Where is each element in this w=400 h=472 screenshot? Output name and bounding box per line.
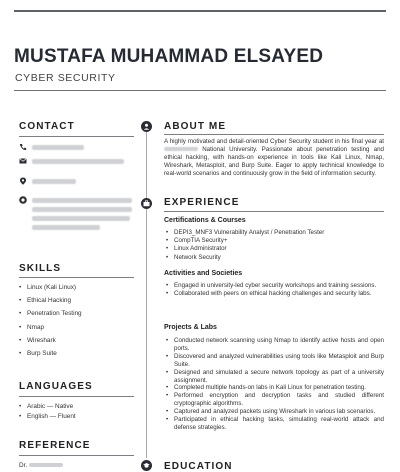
certification-item: • CompTIA Security+	[164, 237, 384, 245]
education-heading: EDUCATION	[164, 461, 233, 472]
header-divider	[14, 90, 386, 91]
activity-item: • Engaged in university-led cyber security workshops and training sessions.	[164, 282, 384, 290]
certification-item: • Linux Administrator	[164, 245, 384, 253]
certifications-list	[164, 229, 384, 262]
skill-item: • Burp Suite	[19, 347, 82, 360]
education-marker	[141, 460, 152, 471]
mail-icon	[19, 157, 27, 165]
skill-item: • Linux (Kali Linux)	[19, 281, 82, 294]
activities-list	[164, 282, 384, 298]
skill-item: • Penetration Testing	[19, 307, 82, 320]
graduation-cap-icon	[143, 462, 150, 469]
activities-title: Activities and Societies	[164, 270, 243, 277]
about-text	[164, 138, 384, 178]
skills-heading: SKILLS	[19, 263, 62, 274]
skills-list	[19, 281, 82, 360]
languages-heading: LANGUAGES	[19, 381, 93, 392]
email-value-redacted	[32, 159, 124, 164]
about-marker	[141, 121, 152, 132]
certification-item: • DEPI3_MNF3 Vulnerability Analyst / Penetration Tester	[164, 229, 384, 237]
reference-heading: REFERENCE	[19, 440, 91, 451]
languages-divider	[19, 396, 134, 397]
skills-divider	[19, 277, 134, 278]
about-text-part1: A highly motivated and detail-oriented Cyber Security student in his final year at	[164, 138, 384, 145]
phone-icon	[19, 143, 27, 151]
experience-heading: EXPERIENCE	[164, 197, 240, 208]
location-value-redacted	[32, 179, 76, 184]
timeline-line	[146, 128, 147, 458]
projects-title: Projects & Labs	[164, 324, 217, 331]
experience-divider	[164, 211, 384, 212]
link-value-redacted-3	[32, 216, 130, 221]
phone-value-redacted	[32, 145, 84, 150]
person-icon	[143, 123, 150, 130]
reference-divider	[19, 455, 134, 456]
project-item: • Designed and simulated a secure network topology as part of a university assignment.	[164, 369, 384, 385]
link-value-redacted-4	[32, 225, 100, 230]
location-icon	[19, 177, 27, 185]
languages-list	[19, 402, 76, 422]
top-divider	[14, 10, 386, 12]
language-item: • Arabic — Native	[19, 402, 76, 412]
certifications-title: Certifications & Courses	[164, 217, 246, 224]
about-divider	[164, 134, 384, 135]
university-name-redacted	[164, 147, 198, 151]
experience-marker	[141, 198, 152, 209]
project-item: • Discovered and analyzed vulnerabilities using tools like Metasploit and Burp Suite.	[164, 353, 384, 369]
contact-heading: CONTACT	[19, 121, 75, 132]
about-text-part2: National University. Passionate about penetration testing and ethical hacking, with hands-on experience in tools like Kali Linux, Nmap, Wireshark, Metasploit, and Burp Suite. Eager to apply technical knowledge to real-world scenarios and continuously grow in the field of information security.	[164, 145, 384, 177]
skill-item: • Ethical Hacking	[19, 294, 82, 307]
project-item: • Captured and analyzed packets using Wireshark in various lab scenarios.	[164, 408, 384, 416]
projects-list	[164, 337, 384, 432]
language-item: • English — Fluent	[19, 412, 76, 422]
contact-divider	[19, 136, 134, 137]
project-item: • Completed multiple hands-on labs in Kali Linux for penetration testing.	[164, 384, 384, 392]
skill-item: • Nmap	[19, 321, 82, 334]
reference-name-redacted	[29, 463, 63, 467]
certification-item: • Network Security	[164, 254, 384, 262]
project-item: • Conducted network scanning using Nmap to identify active hosts and open ports.	[164, 337, 384, 353]
link-value-redacted-1	[32, 198, 132, 203]
link-value-redacted-2	[32, 207, 132, 212]
reference-name	[19, 462, 63, 469]
activity-item: • Collaborated with peers on ethical hacking challenges and security labs.	[164, 290, 384, 298]
link-icon	[19, 196, 27, 204]
about-heading: ABOUT ME	[164, 121, 227, 132]
skill-item: • Wireshark	[19, 334, 82, 347]
briefcase-icon	[143, 200, 150, 207]
candidate-name: MUSTAFA MUHAMMAD ELSAYED	[14, 46, 324, 67]
reference-prefix: Dr.	[19, 462, 28, 469]
project-item: • Participated in ethical hacking tasks, simulating real-world attack and defense strategies.	[164, 416, 384, 432]
project-item: • Performed encryption and decryption tasks and studied different cryptographic algorithms.	[164, 392, 384, 408]
candidate-title: CYBER SECURITY	[15, 72, 116, 84]
